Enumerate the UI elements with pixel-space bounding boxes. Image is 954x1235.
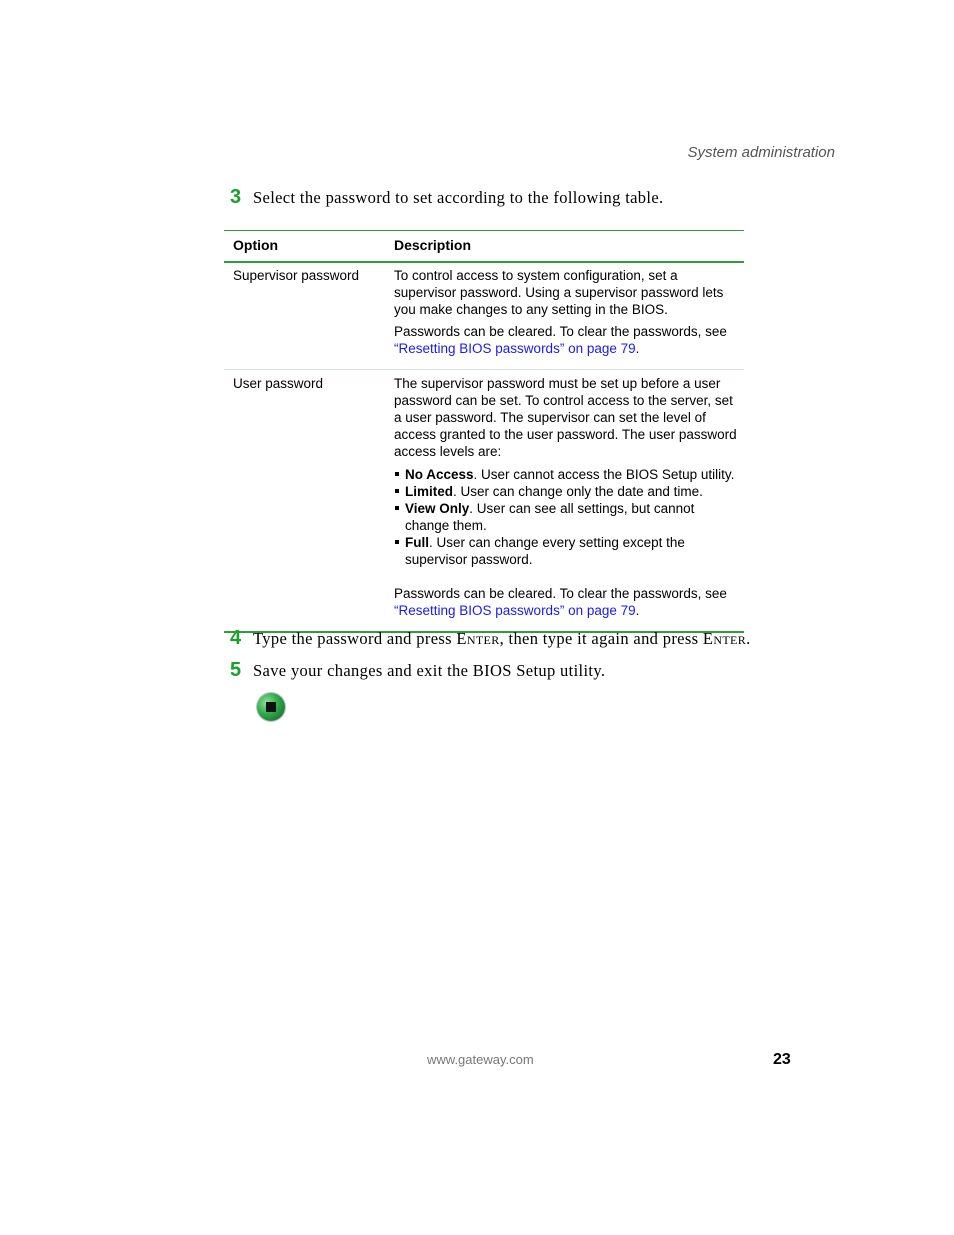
step-text-part: Type the password and press [253,629,457,648]
clear-passwords-note [394,323,738,357]
level-desc: . User cannot access the BIOS Setup utility. [473,467,735,482]
step-5 [230,659,605,682]
resetting-bios-passwords-link[interactable]: “Resetting BIOS passwords” on page 79 [394,341,636,356]
note-text: Passwords can be cleared. To clear the passwords, see [394,324,727,339]
list-item [394,500,738,534]
page-number: 23 [773,1051,791,1068]
note-text: Passwords can be cleared. To clear the passwords, see [394,586,727,601]
level-term: No Access [405,467,474,482]
step-text-part: , then type it again and press [499,629,703,648]
level-desc: . User can change only the date and time. [453,484,703,499]
step-number: 3 [230,186,242,208]
running-head: System administration [687,144,835,161]
column-header-description: Description [388,231,744,263]
level-term: Full [405,535,429,550]
footer-url: www.gateway.com [427,1052,534,1067]
table-row [224,370,744,633]
enter-key-label: Enter [702,629,747,648]
step-text-part: . [746,629,751,648]
description-cell [388,262,744,370]
step-number: 4 [230,627,242,649]
step-4 [230,627,751,650]
step-text [253,629,751,649]
password-options-table [224,230,744,633]
description-paragraph: The supervisor password must be set up before a user password can be set. To control access to the server, set a user password. The supervisor can set the level of access granted to the user password. The user password access levels are: [394,376,737,459]
option-cell: User password [224,370,388,633]
step-text: Select the password to set according to the following table. [253,188,664,207]
level-term: Limited [405,484,454,499]
table-row [224,262,744,370]
clear-passwords-note [394,585,738,619]
list-item [394,534,738,568]
level-desc: . User can change every setting except the supervisor password. [405,535,685,567]
list-item [394,483,738,500]
enter-key-label: Enter [456,629,500,648]
level-desc: . User can see all settings, but cannot change them. [405,501,695,533]
access-levels-list [394,466,738,568]
table-header-row [224,231,744,263]
option-cell: Supervisor password [224,262,388,370]
resetting-bios-passwords-link[interactable]: “Resetting BIOS passwords” on page 79 [394,603,636,618]
step-text: Save your changes and exit the BIOS Setup utility. [253,661,606,680]
note-end: . [635,603,640,618]
stop-icon [257,693,285,721]
step-number: 5 [230,659,242,681]
step-3 [230,186,663,209]
column-header-option: Option [224,231,388,263]
list-item [394,466,738,483]
level-term: View Only [405,501,470,516]
note-end: . [635,341,640,356]
description-paragraph: To control access to system configuration, set a supervisor password. Using a supervisor password lets you make changes to any setting in the BIOS. [394,268,724,317]
description-cell [388,370,744,633]
